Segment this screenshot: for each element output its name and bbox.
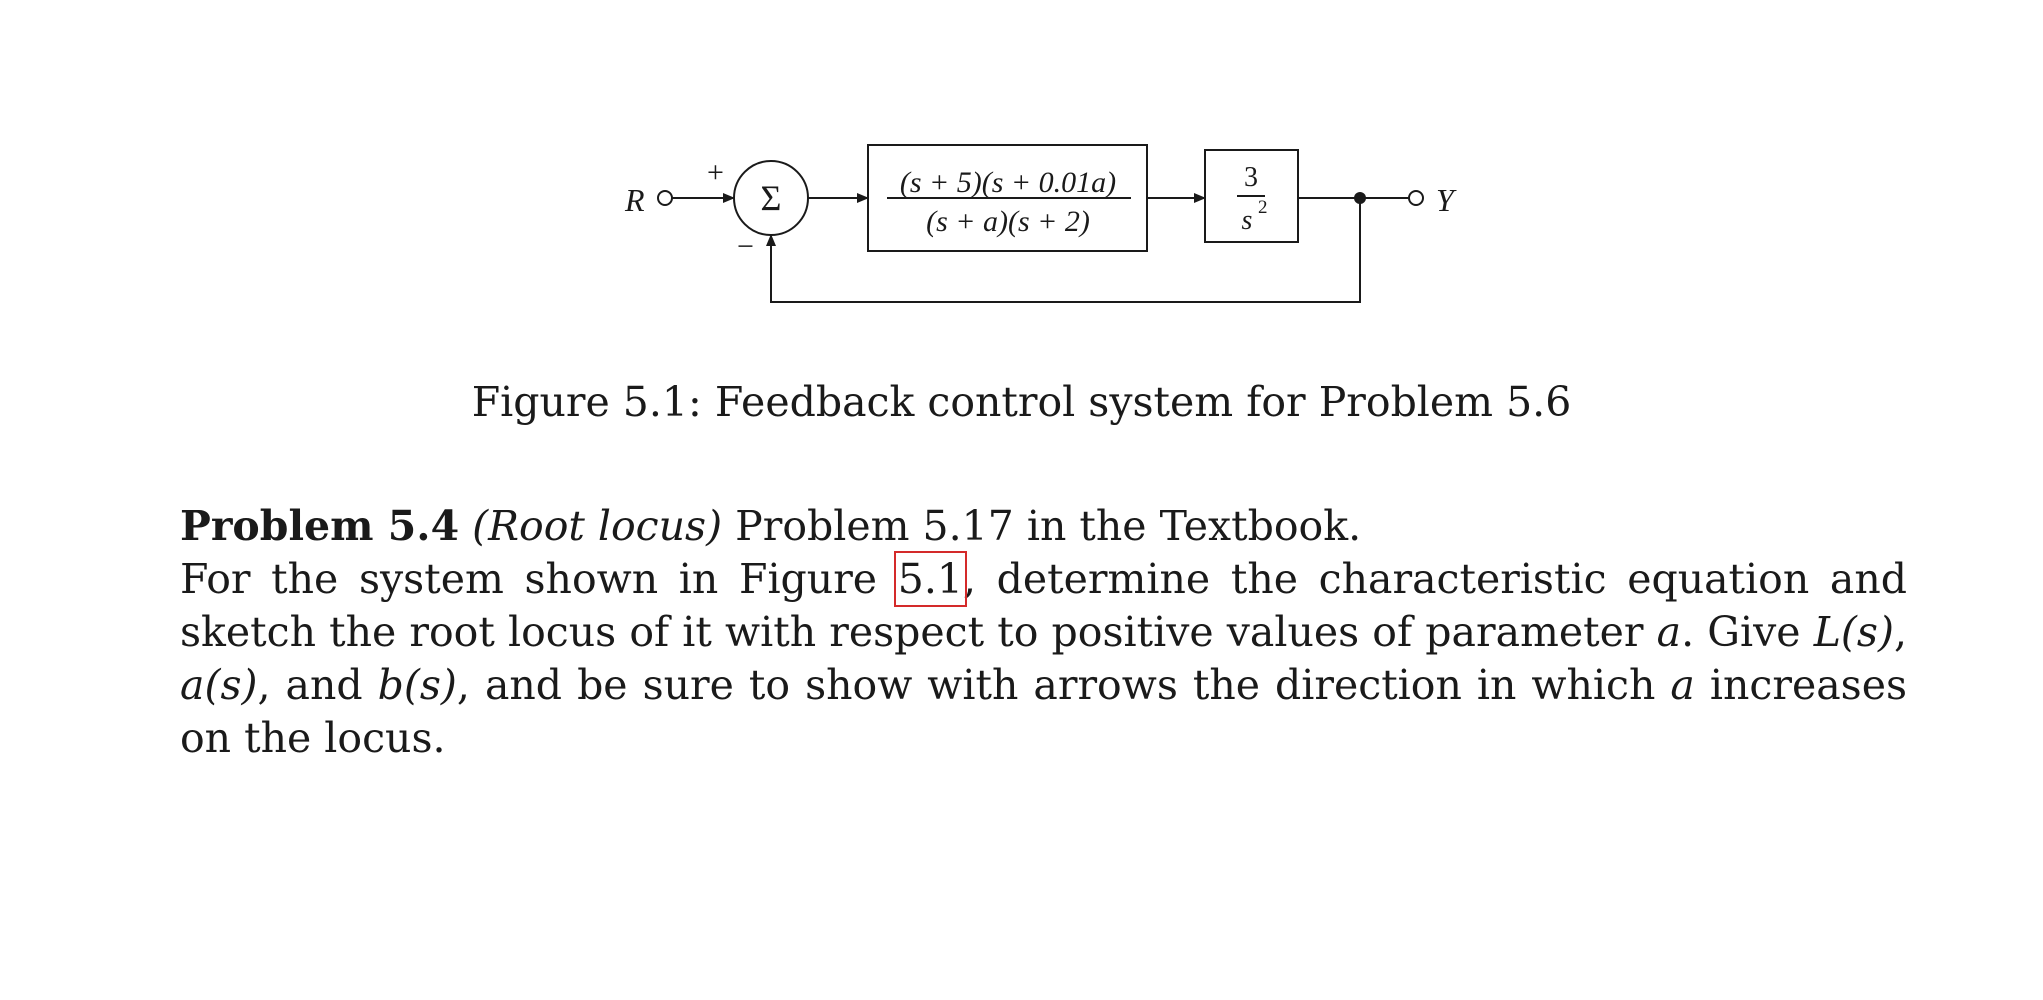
body-text-2: , determine the characteristic equation and sketch the root locus of it with respect to positive values of parameter — [180, 555, 1908, 656]
input-label: R — [625, 182, 645, 218]
body-text-5: , and — [257, 661, 378, 709]
output-label: Y — [1436, 182, 1454, 218]
minus-sign: − — [737, 230, 754, 263]
controller-numerator: (s + 5)(s + 0.01a) — [899, 166, 1117, 199]
a-of-s: a(s) — [180, 661, 258, 709]
block-diagram — [0, 0, 2043, 340]
problem-statement — [180, 500, 1907, 765]
body-text-1: For the system shown in Figure — [180, 555, 898, 603]
figure-caption: Figure 5.1: Feedback control system for Problem 5.6 — [471, 378, 1572, 426]
param-a: a — [1656, 608, 1682, 656]
input-terminal — [658, 191, 672, 205]
plant-denominator: s — [1241, 205, 1253, 236]
sum-symbol: Σ — [760, 178, 782, 218]
controller-denominator: (s + a)(s + 2) — [926, 205, 1090, 238]
problem-reference: Problem 5.17 in the Textbook. — [735, 502, 1362, 550]
problem-body — [180, 553, 1907, 765]
problem-topic: (Root locus) — [472, 502, 723, 550]
problem-heading — [180, 500, 1907, 553]
problem-title: Problem 5.4 — [180, 502, 460, 550]
figure-ref-link[interactable]: 5.1 — [897, 555, 963, 603]
body-text-3: . Give — [1681, 608, 1814, 656]
plus-sign: + — [707, 156, 724, 189]
body-text-7: increases on the locus. — [180, 661, 1907, 762]
output-terminal — [1409, 191, 1423, 205]
body-text-4: , — [1893, 608, 1908, 656]
param-a-2: a — [1670, 661, 1695, 709]
plant-exponent: 2 — [1258, 197, 1268, 218]
L-of-s: L(s) — [1813, 608, 1894, 656]
b-of-s: b(s) — [377, 661, 457, 709]
plant-numerator: 3 — [1244, 162, 1258, 193]
body-text-6: , and be sure to show with arrows the direction in which — [456, 661, 1671, 709]
